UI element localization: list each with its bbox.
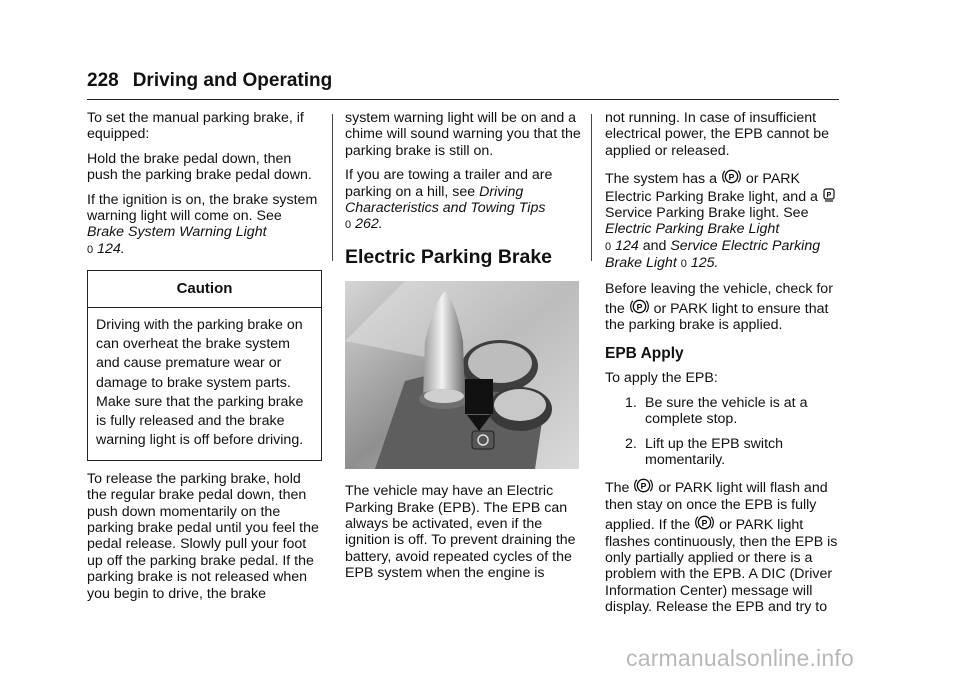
column-divider	[591, 114, 592, 261]
svg-text:P: P	[826, 191, 832, 199]
paragraph: To release the parking brake, hold the regular brake pedal down, then push down momentarily on the parking brake pedal until you feel the pedal release. Slowly pull your foot up off the parking brake pedal. If the parking brake is not released when you begin to drive, the brake	[87, 470, 319, 602]
text: The system has a	[605, 171, 721, 188]
text: The	[605, 480, 634, 497]
cross-reference-link[interactable]: Electric Parking Brake Light	[605, 221, 780, 238]
text: or PARK light will flash and then stay on once the EPB is fully applied. If the	[605, 480, 828, 534]
svg-text:P: P	[701, 517, 708, 528]
paragraph: To set the manual parking brake, if equipped:	[87, 110, 304, 143]
text: or PARK light to ensure that the parking brake is applied.	[605, 301, 829, 334]
header-rule	[87, 99, 839, 100]
reference-arrow: 0	[605, 240, 612, 253]
park-brake-icon	[634, 476, 653, 495]
text: Service Parking Brake light. See	[605, 205, 809, 222]
column-3	[605, 110, 845, 624]
reference-arrow: 0	[87, 243, 94, 256]
park-brake-icon	[722, 167, 741, 186]
svg-text:P: P	[728, 172, 735, 183]
step-number: 2.	[625, 435, 637, 452]
text: or PARK Electric Parking Brake light, and a	[605, 171, 822, 205]
svg-text:P: P	[641, 481, 647, 492]
subsection-heading: EPB Apply	[605, 344, 684, 362]
text: If you are towing a trailer and are parking on a hill, see	[345, 167, 553, 200]
page-header	[87, 70, 332, 92]
text: Before leaving the vehicle, check for the	[605, 280, 833, 318]
section-heading: Electric Parking Brake	[345, 245, 553, 268]
paragraph: The system has a P or PARK Electric Parking Brake light, and a P Service Parking Brake light. See Electric Parking Brake Light 0 124 and Service Electric Parking Brake Light 0 125.	[605, 167, 845, 272]
column-2	[345, 110, 581, 590]
paragraph: Hold the brake pedal down, then push the parking brake pedal down.	[87, 150, 312, 184]
paragraph: If the ignition is on, the brake system warning light will come on. See Brake System Warning Light 0 124.	[87, 191, 318, 257]
step-text: Lift up the EPB switch momentarily.	[645, 435, 784, 468]
paragraph	[605, 281, 845, 334]
paragraph: If you are towing a trailer and are parking on a hill, see Driving Characteristics and Towing Tips 0 262.	[345, 167, 553, 233]
service-brake-icon	[823, 188, 835, 203]
text: and	[638, 237, 671, 254]
step-number: 1.	[625, 394, 637, 411]
page-reference[interactable]: 124	[615, 237, 639, 254]
cross-reference-link[interactable]: Driving Characteristics and Towing Tips	[345, 183, 546, 217]
svg-text:P: P	[636, 301, 643, 312]
list-item	[605, 395, 845, 428]
cross-reference-link[interactable]: Service Electric Parking Brake Light	[605, 237, 821, 272]
paragraph: To apply the EPB:	[605, 370, 718, 387]
column-divider	[332, 114, 333, 261]
paragraph	[605, 476, 845, 615]
caution-body: Driving with the parking brake on can overheat the brake system and cause premature wear or damage to brake system parts. Make sure that the parking brake is fully released and the brake warning light is off before driving.	[96, 316, 304, 449]
page-reference[interactable]: 262	[355, 216, 379, 233]
park-brake-icon	[695, 513, 714, 532]
paragraph: system warning light will be on and a chime will sound warning you that the parking brake is still on.	[345, 110, 581, 159]
page-reference[interactable]: 124	[97, 240, 121, 257]
steps-list	[605, 395, 845, 469]
watermark: carmanualsonline.info	[626, 645, 854, 671]
caution-title: Caution	[88, 271, 321, 307]
caution-box	[87, 270, 322, 460]
paragraph: not running. In case of insufficient electrical power, the EPB cannot be applied or released.	[605, 110, 829, 159]
reference-arrow: 0	[345, 219, 352, 232]
section-title: Driving and Operating	[132, 70, 333, 91]
column-1	[87, 110, 322, 610]
paragraph: The vehicle may have an Electric Parking Brake (EPB). The EPB can always be activated, even if the ignition is off. To prevent draining the battery, avoid repeated cycles of the EPB system when the engine is	[345, 483, 576, 582]
step-text: Be sure the vehicle is at a complete stop.	[645, 394, 808, 428]
epb-console-photo	[345, 281, 579, 469]
cross-reference-link[interactable]: Brake System Warning Light	[87, 224, 267, 241]
page-reference[interactable]: 125	[690, 255, 715, 272]
reference-arrow: 0	[680, 258, 687, 271]
list-item	[605, 436, 845, 469]
park-brake-icon	[630, 297, 649, 316]
text: If the ignition is on, the brake system warning light will come on. See	[87, 191, 318, 225]
text: or PARK light flashes continuously, then the EPB is only partially applied or there is a problem with the EPB. A DIC (Driver Information Center) message will display. Release the EPB and try to	[605, 517, 838, 616]
page-number: 228	[87, 70, 119, 91]
